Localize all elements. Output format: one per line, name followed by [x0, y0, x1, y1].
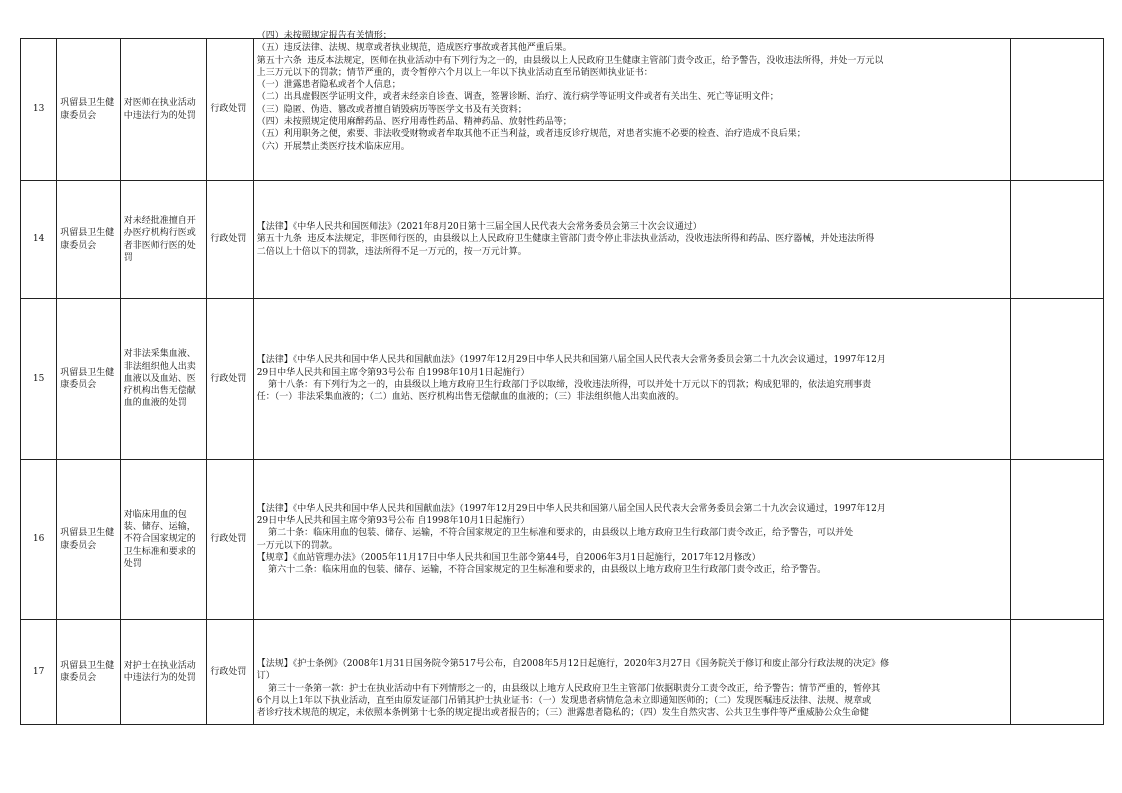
remarks-cell — [1011, 181, 1104, 299]
row-number: 16 — [21, 460, 57, 620]
penalty-type: 行政处罚 — [207, 620, 253, 725]
implementing-org: 巩留县卫生健康委员会 — [57, 39, 120, 181]
basis-line: 【规章】《血站管理办法》（2005年11月17日中华人民共和国卫生部令第44号，自2006年3月1日起施行，2017年12月修改） — [256, 552, 761, 563]
remarks-cell — [1011, 39, 1104, 181]
table-row — [21, 299, 1104, 460]
basis-line: （四）未按照规定报告有关情形； — [256, 31, 392, 41]
basis-line: 二倍以上十倍以下的罚款，违法所得不足一万元的，按一万元计算。 — [256, 246, 527, 257]
penalty-item: 对非法采集血液、非法组织他人出卖血液以及血站、医疗机构出售无偿献血的血液的处罚 — [120, 299, 207, 460]
remarks-cell — [1011, 299, 1104, 460]
basis-line: 6个月以上1年以下执业活动，直至由原发证部门吊销其护士执业证书：（一）发现患者病情危急未立即通知医师的；（二）发现医嘱违反法律、法规、规章或 — [256, 695, 872, 706]
basis-line: 上三万元以下的罚款；情节严重的，责令暂停六个月以上一年以下执业活动直至吊销医师执业证书： — [256, 67, 653, 78]
basis-line: 【法律】《中华人民共和国医师法》（2021年8月20日第十三届全国人民代表大会常务委员会第三十次会议通过） — [256, 222, 702, 233]
basis-line: 订） — [256, 671, 275, 682]
basis-line: 者诊疗技术规范的规定，未依照本条例第十七条的规定提出或者报告的；（三）泄露患者隐私的；（四）发生自然灾害、公共卫生事件等严重威胁公众生命健 — [256, 708, 869, 719]
basis-line: （二）出具虚假医学证明文件，或者未经亲自诊查、调查，签署诊断、治疗、流行病学等证明文件或者有关出生、死亡等证明文件； — [256, 92, 779, 103]
basis-line: （三）隐匿、伪造、篡改或者擅自销毁病历等医学文书及有关资料； — [256, 104, 527, 115]
basis-line: 【法律】《中华人民共和国中华人民共和国献血法》（1997年12月29日中华人民共和国第八届全国人民代表大会常务委员会第二十九次会议通过，1997年12月 — [256, 503, 886, 514]
table-row — [21, 181, 1104, 299]
penalty-type: 行政处罚 — [207, 39, 253, 181]
row-number: 17 — [21, 620, 57, 725]
basis-line: （一）泄露患者隐私或者个人信息； — [256, 80, 401, 91]
table-row — [21, 620, 1104, 725]
legal-basis — [253, 620, 1011, 725]
penalty-type: 行政处罚 — [207, 299, 253, 460]
basis-line: 29日中华人民共和国主席令第93号公布 自1998年10月1日起施行） — [256, 515, 530, 526]
remarks-cell — [1011, 620, 1104, 725]
basis-line: 任：（一）非法采集血液的；（二）血站、医疗机构出售无偿献血的血液的；（三）非法组织他人出卖血液的。 — [256, 392, 685, 403]
penalty-type: 行政处罚 — [207, 460, 253, 620]
basis-line: 第五十九条 违反本法规定，非医师行医的，由县级以上人民政府卫生健康主管部门责令停止非法执业活动，没收违法所得和药品、医疗器械，并处违法所得 — [256, 234, 875, 245]
basis-line: 一万元以下的罚款。 — [256, 540, 338, 551]
legal-basis — [253, 31, 1011, 181]
basis-line: 第六十二条：临床用血的包装、储存、运输，不符合国家规定的卫生标准和要求的，由县级以上地方政府卫生行政部门责令改正，给予警告。 — [256, 565, 827, 576]
legal-basis — [253, 460, 1011, 620]
basis-line: 第二十条：临床用血的包装、储存、运输，不符合国家规定的卫生标准和要求的，由县级以上地方政府卫生行政部门责令改正，给予警告，可以并处 — [256, 528, 854, 539]
basis-line: （四）未按照规定使用麻醉药品、医疗用毒性药品、精神药品、放射性药品等； — [256, 117, 572, 128]
legal-basis — [253, 181, 1011, 299]
remarks-cell — [1011, 460, 1104, 620]
implementing-org: 巩留县卫生健康委员会 — [57, 299, 120, 460]
penalty-list-table — [20, 31, 1104, 725]
table-row — [21, 39, 1104, 181]
penalty-item: 对医师在执业活动中违法行为的处罚 — [120, 39, 207, 181]
implementing-org: 巩留县卫生健康委员会 — [57, 460, 120, 620]
implementing-org: 巩留县卫生健康委员会 — [57, 620, 120, 725]
basis-line: （五）利用职务之便，索要、非法收受财物或者牟取其他不正当利益，或者违反诊疗规范，对患者实施不必要的检查、治疗造成不良后果； — [256, 129, 806, 140]
basis-line: 29日中华人民共和国主席令第93号公布 自1998年10月1日起施行） — [256, 367, 530, 378]
implementing-org: 巩留县卫生健康委员会 — [57, 181, 120, 299]
penalty-type: 行政处罚 — [207, 181, 253, 299]
basis-line: 【法规】《护士条例》（2008年1月31日国务院令第517号公布，自2008年5月12日起施行，2020年3月27日《国务院关于修订和废止部分行政法规的决定》修 — [256, 659, 890, 669]
penalty-item: 对临床用血的包装、储存、运输，不符合国家规定的卫生标准和要求的处罚 — [120, 460, 207, 620]
row-number: 14 — [21, 181, 57, 299]
legal-basis — [253, 299, 1011, 460]
basis-line: 第五十六条 违反本法规定，医师在执业活动中有下列行为之一的，由县级以上人民政府卫生健康主管部门责令改正，给予警告，没收违法所得，并处一万元以 — [256, 55, 884, 66]
basis-line: 第十八条：有下列行为之一的，由县级以上地方政府卫生行政部门予以取缔，没收违法所得，可以并处十万元以下的罚款；构成犯罪的，依法追究刑事责 — [256, 380, 872, 390]
basis-line: 第三十一条第一款：护士在执业活动中有下列情形之一的，由县级以上地方人民政府卫生主管部门依据职责分工责令改正，给予警告；情节严重的，暂停其 — [256, 683, 881, 694]
basis-line: 【法律】《中华人民共和国中华人民共和国献血法》（1997年12月29日中华人民共和国第八届全国人民代表大会常务委员会第二十九次会议通过，1997年12月 — [256, 355, 886, 366]
penalty-item: 对护士在执业活动中违法行为的处罚 — [120, 620, 207, 725]
table-row — [21, 460, 1104, 620]
row-number: 15 — [21, 299, 57, 460]
penalty-item: 对未经批准擅自开办医疗机构行医或者非医师行医的处罚 — [120, 181, 207, 299]
basis-line: （五）违反法律、法规、规章或者执业规范，造成医疗事故或者其他严重后果。 — [256, 43, 572, 54]
row-number: 13 — [21, 39, 57, 181]
basis-line: （六）开展禁止类医疗技术临床应用。 — [256, 141, 410, 152]
